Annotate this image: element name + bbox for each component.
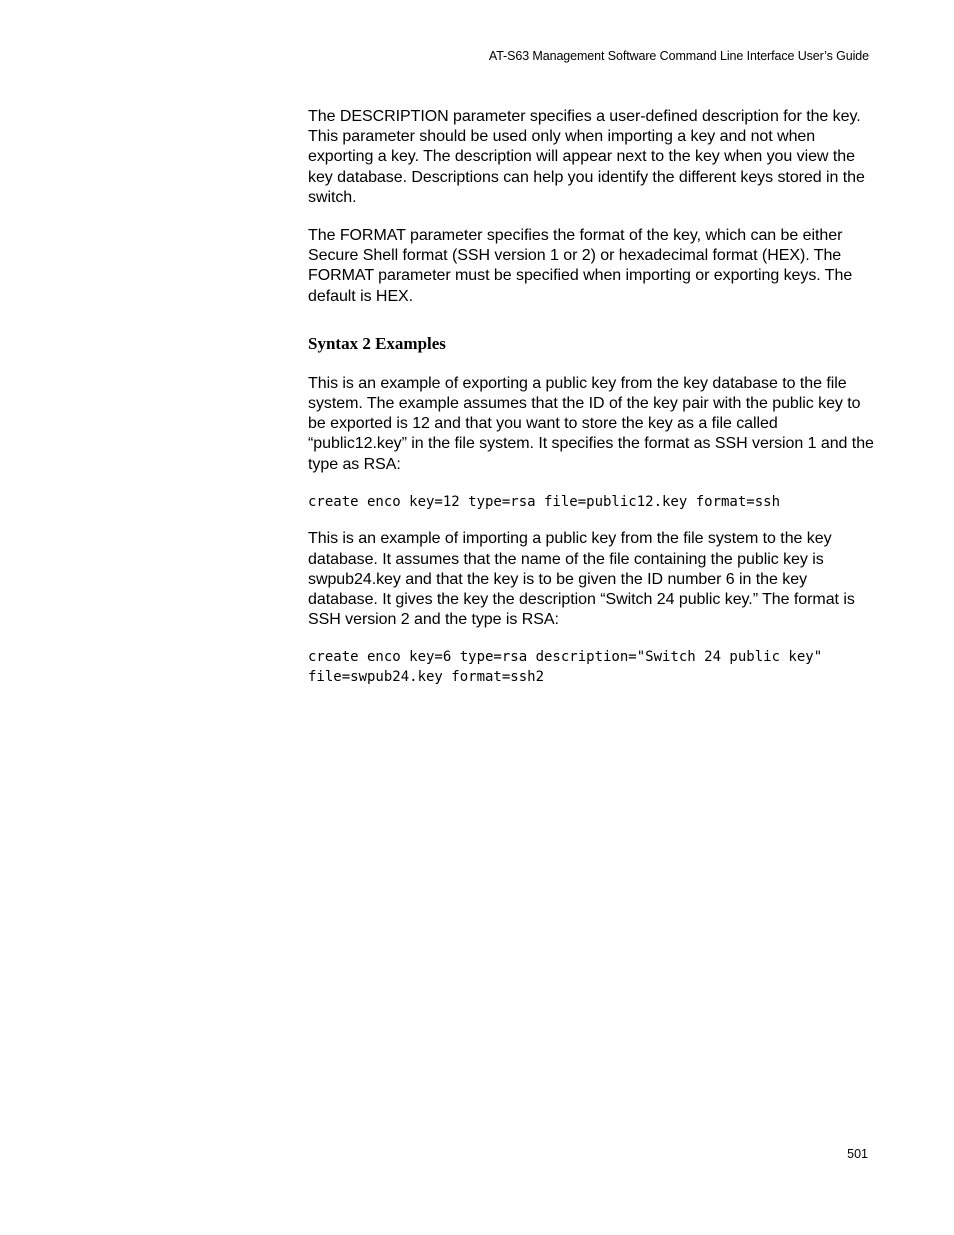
example-2-description: This is an example of importing a public key from the file system to the key database. It assumes that the name of the file containing the public key is swpub24.key and that the key is to be given the ID number 6 in the key database. It gives the key the description “Switch 24 public key.” The format is SSH version 2 and the type is RSA: xyxy=(308,530,855,629)
description-parameter-paragraph: The DESCRIPTION parameter specifies a user-defined description for the key. This parameter should be used only when importing a key and not when exporting a key. The description will appear next to the key when you view the key database. Descriptions can help you identify the different keys stored in the switch. xyxy=(308,108,865,206)
example-1-command: create enco key=12 type=rsa file=public12.key format=ssh xyxy=(308,493,781,510)
running-header: AT-S63 Management Software Command Line Interface User’s Guide xyxy=(488,49,869,63)
example-1-description: This is an example of exporting a public key from the key database to the file system. The example assumes that the ID of the key pair with the public key to be exported is 12 and that you want to store the key as a file called “public12.key” in the file system. It specifies the format as SSH version 1 and the type as RSA: xyxy=(308,374,874,473)
example-2-command: create enco key=6 type=rsa description="Switch 24 public key" file=swpub24.key format=ssh2 xyxy=(308,649,831,685)
page-number: 501 xyxy=(847,1147,868,1161)
section-heading: Syntax 2 Examples xyxy=(308,333,446,353)
page-content xyxy=(308,107,874,704)
format-parameter-paragraph: The FORMAT parameter specifies the format of the key, which can be either Secure Shell format (SSH version 1 or 2) or hexadecimal format (HEX). The FORMAT parameter must be specified when importing or exporting keys. The default is HEX. xyxy=(308,227,853,305)
